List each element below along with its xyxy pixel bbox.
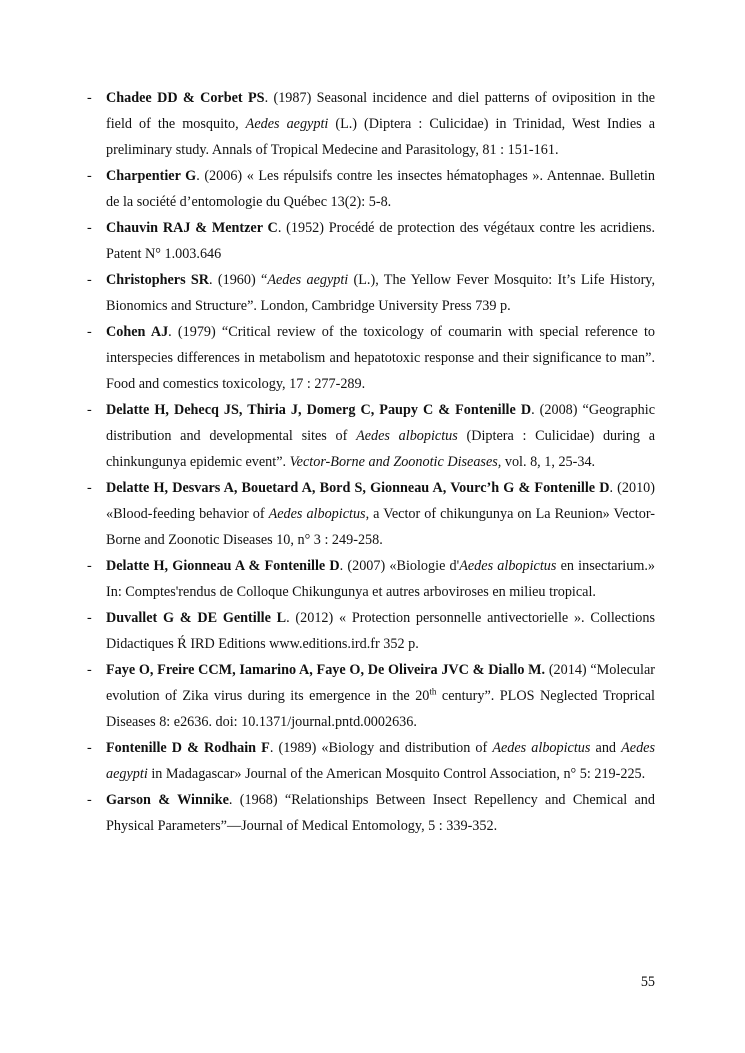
reference-text: Chauvin RAJ & Mentzer C. (1952) Procédé de protection des végétaux contre les acridiens. Patent N° 1.003.646: [106, 220, 655, 262]
list-dash: -: [87, 792, 92, 808]
list-dash: -: [87, 90, 92, 106]
reference-text: Charpentier G. (2006) « Les répulsifs contre les insectes hématophages ». Antennae. Bulletin de la société d’entomologie du Québec 13(2): 5-8.: [106, 168, 655, 210]
reference-item: [87, 85, 655, 163]
page-number: 55: [640, 974, 655, 990]
reference-item: [87, 267, 655, 319]
reference-text: Fontenille D & Rodhain F. (1989) «Biology and distribution of Aedes albopictus and Aedes aegypti in Madagascar» Journal of the American Mosquito Control Association, n° 5: 219-225.: [106, 740, 655, 782]
list-dash: -: [87, 558, 92, 574]
reference-item: [87, 475, 655, 553]
reference-text: Delatte H, Gionneau A & Fontenille D. (2007) «Biologie d'Aedes albopictus en insectarium.» In: Comptes'rendus de Colloque Chikungunya et autres arboviroses en milieu tropical.: [106, 558, 656, 600]
reference-item: [87, 735, 655, 787]
reference-list: [87, 85, 655, 839]
reference-text: Duvallet G & DE Gentille L. (2012) « Protection personnelle antivectorielle ». Collections Didactiques Ŕ IRD Editions www.editions.ird.fr 352 p.: [106, 610, 655, 652]
reference-item: [87, 787, 655, 839]
reference-item: [87, 553, 655, 605]
reference-text: Delatte H, Desvars A, Bouetard A, Bord S, Gionneau A, Vourc’h G & Fontenille D. (2010) «Blood-feeding behavior of Aedes albopictus, a Vector of chikungunya on La Reunion» Vector-Borne and Zoonotic Diseases 10, n° 3 : 249-258.: [106, 480, 655, 548]
list-dash: -: [87, 272, 92, 288]
list-dash: -: [87, 740, 92, 756]
reference-text: Chadee DD & Corbet PS. (1987) Seasonal incidence and diel patterns of oviposition in the field of the mosquito, Aedes aegypti (L.) (Diptera : Culicidae) in Trinidad, West Indies a preliminary study. Annals of Tropical Medecine and Parasitology, 81 : 151-161.: [106, 90, 655, 158]
reference-item: [87, 657, 655, 735]
reference-text: Delatte H, Dehecq JS, Thiria J, Domerg C, Paupy C & Fontenille D. (2008) “Geographic distribution and developmental sites of Aedes albopictus (Diptera : Culicidae) during a chinkungunya epidemic event”. Vector-Borne and Zoonotic Diseases, vol. 8, 1, 25-34.: [106, 402, 656, 470]
list-dash: -: [87, 324, 92, 340]
list-dash: -: [87, 402, 92, 418]
reference-text: Cohen AJ. (1979) “Critical review of the toxicology of coumarin with special reference to interspecies differences in metabolism and hepatotoxic response and their significance to man”. Food and comestics toxicology, 17 : 277-289.: [106, 324, 655, 392]
reference-item: [87, 215, 655, 267]
list-dash: -: [87, 168, 92, 184]
list-dash: -: [87, 610, 92, 626]
reference-text: Garson & Winnike. (1968) “Relationships Between Insect Repellency and Chemical and Physical Parameters”—Journal of Medical Entomology, 5 : 339-352.: [106, 792, 655, 834]
reference-item: [87, 163, 655, 215]
reference-item: [87, 319, 655, 397]
reference-text: Faye O, Freire CCM, Iamarino A, Faye O, De Oliveira JVC & Diallo M. (2014) “Molecular evolution of Zika virus during its emergence in the 20th century”. PLOS Neglected Troprical Diseases 8: e2636. doi: 10.1371/journal.pntd.0002636.: [106, 662, 656, 730]
list-dash: -: [87, 480, 92, 496]
list-dash: -: [87, 220, 92, 236]
reference-item: [87, 397, 655, 475]
list-dash: -: [87, 662, 92, 678]
reference-item: [87, 605, 655, 657]
reference-text: Christophers SR. (1960) “Aedes aegypti (L.), The Yellow Fever Mosquito: It’s Life History, Bionomics and Structure”. London, Cambridge University Press 739 p.: [106, 272, 656, 314]
